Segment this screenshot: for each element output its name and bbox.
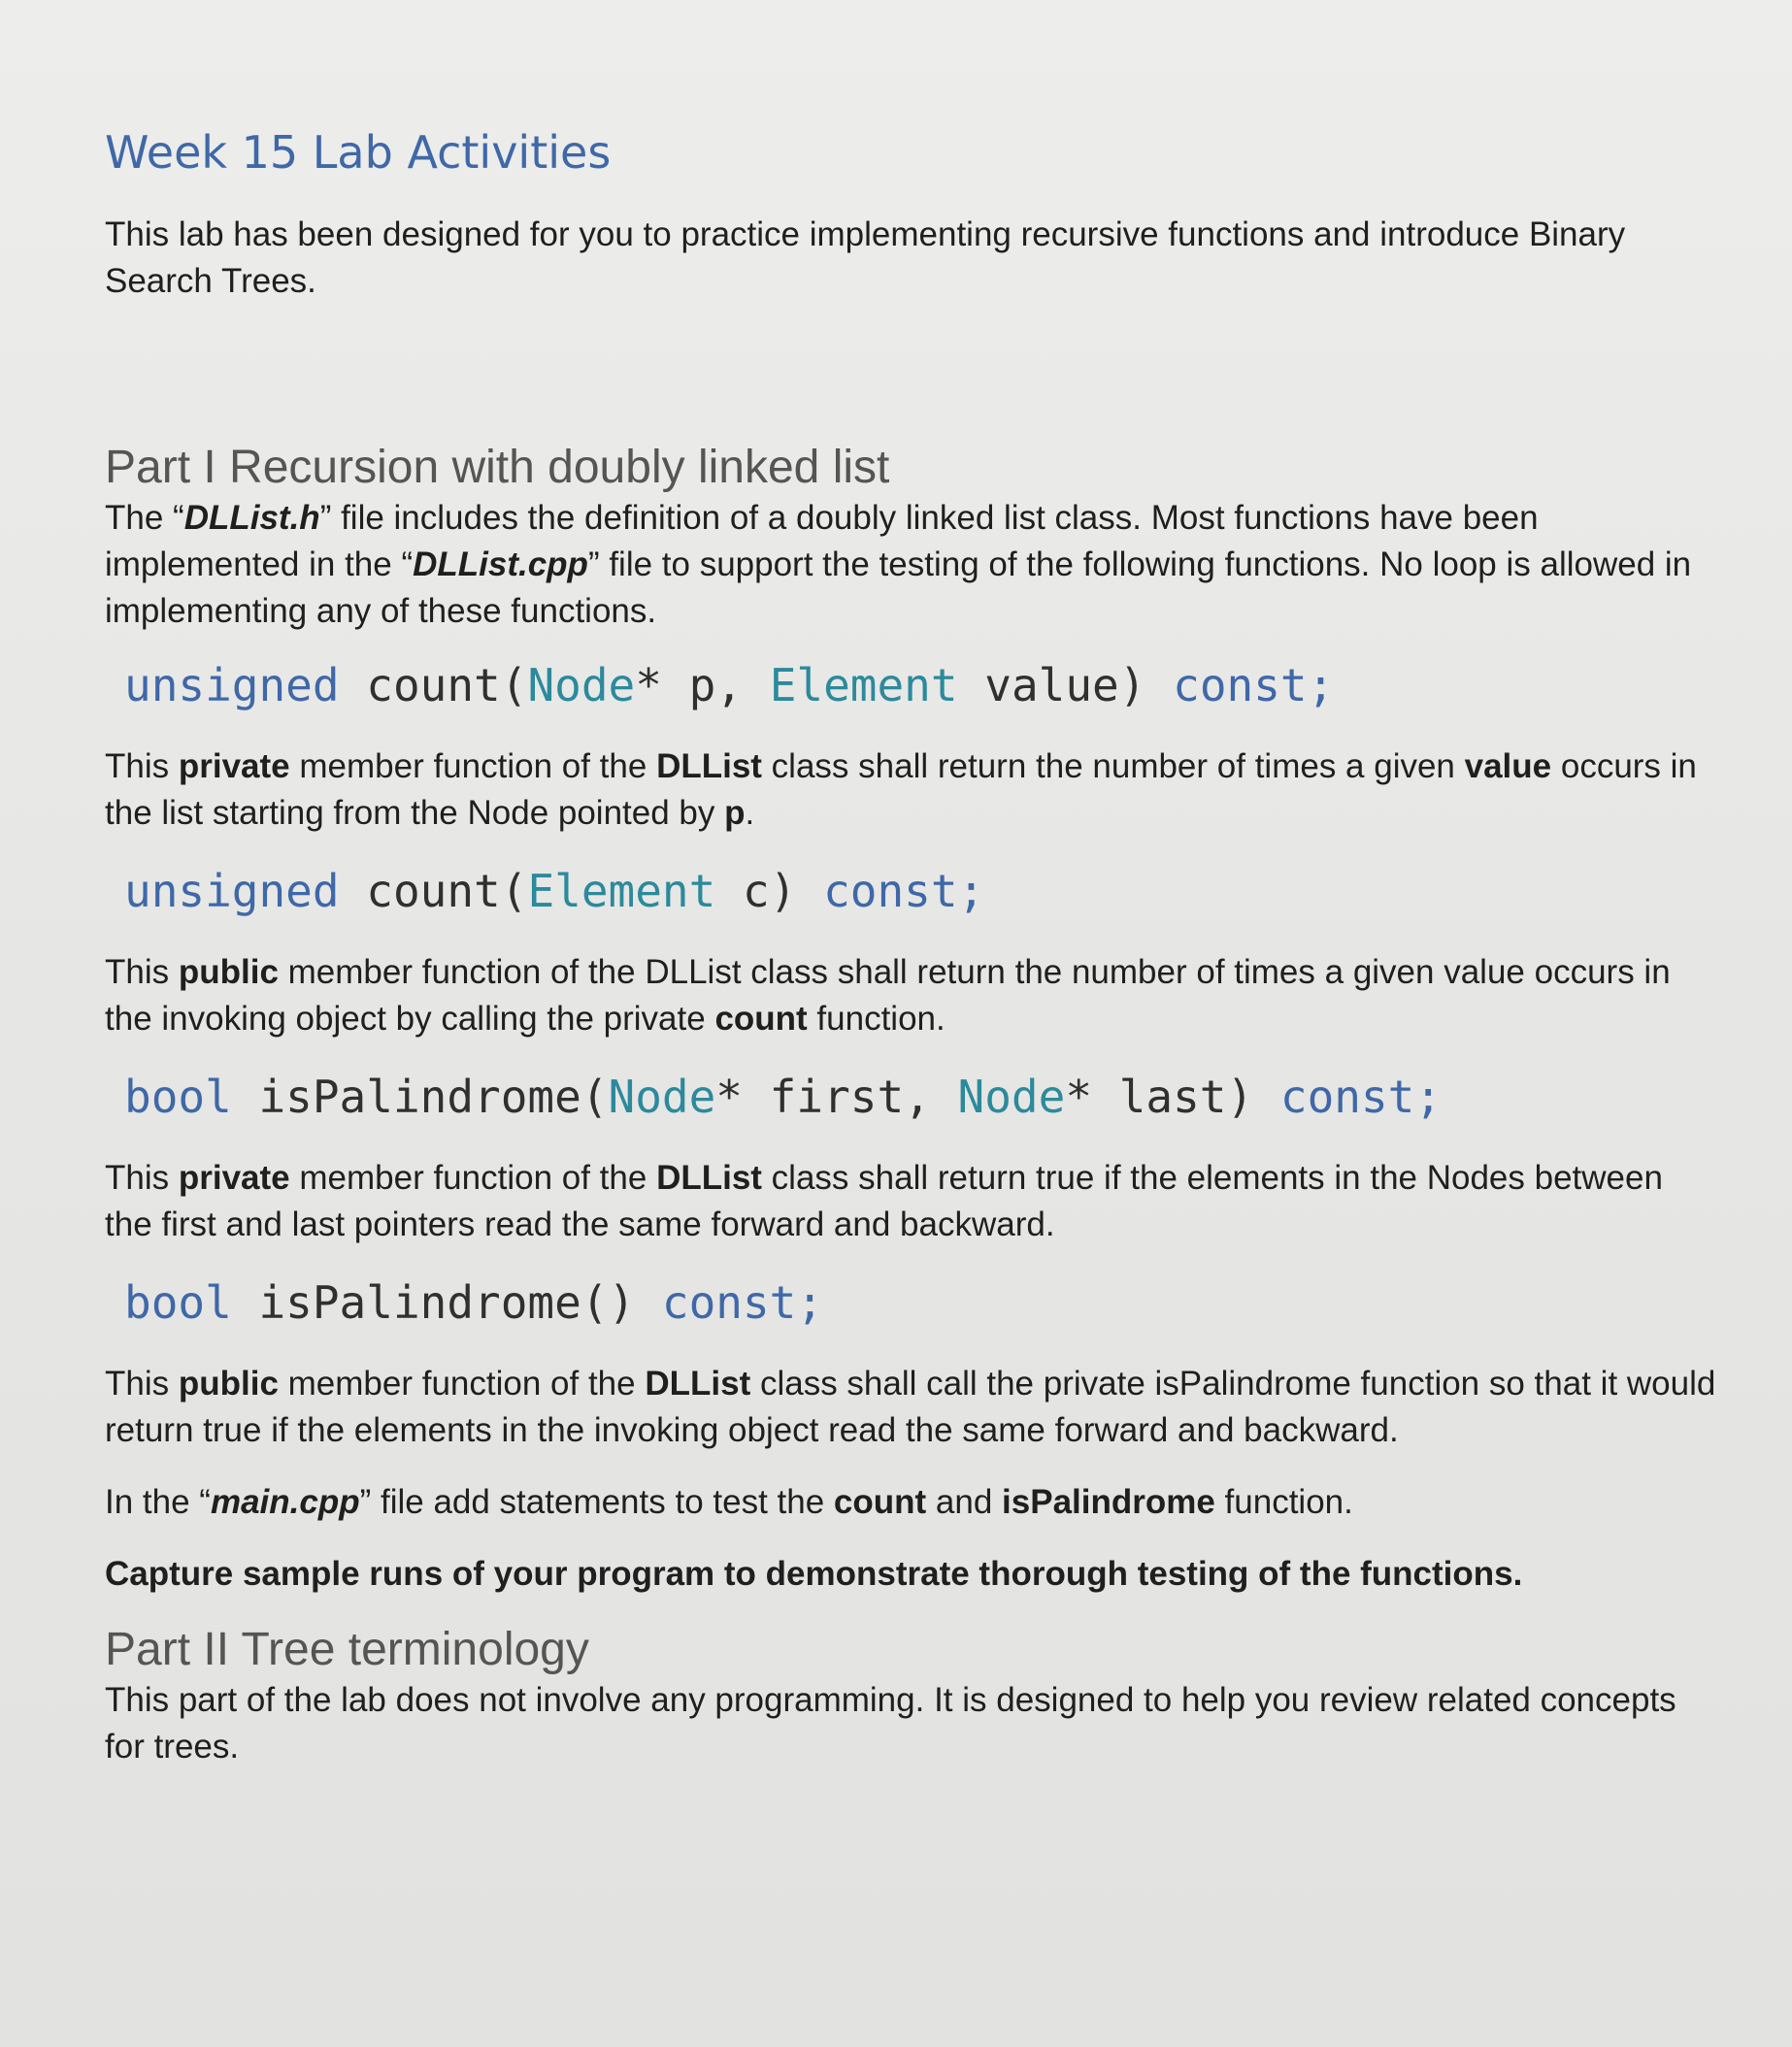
file-name-dllist-cpp: DLList.cpp (413, 545, 588, 583)
part2-heading: Part II Tree terminology (105, 1624, 589, 1675)
code-signature-count-public: unsigned count(Element c) const; (124, 865, 985, 917)
document-content (105, 126, 1716, 1770)
desc-ispalindrome-public: This public member function of the DLList class shall call the private isPalindrome function so that it would return true if the elements in the invoking object read the same forward and backward. (105, 1365, 1716, 1449)
code-signature-ispalindrome-private: bool isPalindrome(Node* first, Node* last) const; (124, 1071, 1443, 1123)
capture-instruction: Capture sample runs of your program to demonstrate thorough testing of the functions. (105, 1555, 1523, 1593)
code-signature-ispalindrome-public: bool isPalindrome() const; (124, 1276, 824, 1329)
intro-paragraph: This lab has been designed for you to practice implementing recursive functions and introduce Binary Search Trees. (105, 215, 1626, 300)
part1-heading: Part I Recursion with doubly linked list (105, 442, 890, 493)
file-name-dllist-h: DLList.h (183, 499, 320, 537)
main-cpp-instruction: In the “main.cpp” file add statements to test the count and isPalindrome function. (105, 1483, 1353, 1521)
part2-paragraph: This part of the lab does not involve any programming. It is designed to help you review related concepts for trees. (105, 1681, 1676, 1766)
file-name-main-cpp: main.cpp (210, 1483, 360, 1521)
desc-count-public: This public member function of the DLList class shall return the number of times a given value occurs in the invoking object by calling the private count function. (105, 953, 1671, 1038)
desc-ispalindrome-private: This private member function of the DLList class shall return true if the elements in the Nodes between the first and last pointers read the same forward and backward. (105, 1159, 1663, 1243)
desc-count-private: This private member function of the DLList class shall return the number of times a given value occurs in the list starting from the Node pointed by p. (105, 747, 1697, 832)
part1-paragraph: The “DLList.h” file includes the definition of a doubly linked list class. Most functions have been implemented in the “DLList.cpp” file to support the testing of the following functions. No loop is allowed in implementing any of these functions. (105, 499, 1692, 630)
code-signature-count-private: unsigned count(Node* p, Element value) const; (124, 659, 1335, 711)
page-title: Week 15 Lab Activities (105, 126, 612, 179)
